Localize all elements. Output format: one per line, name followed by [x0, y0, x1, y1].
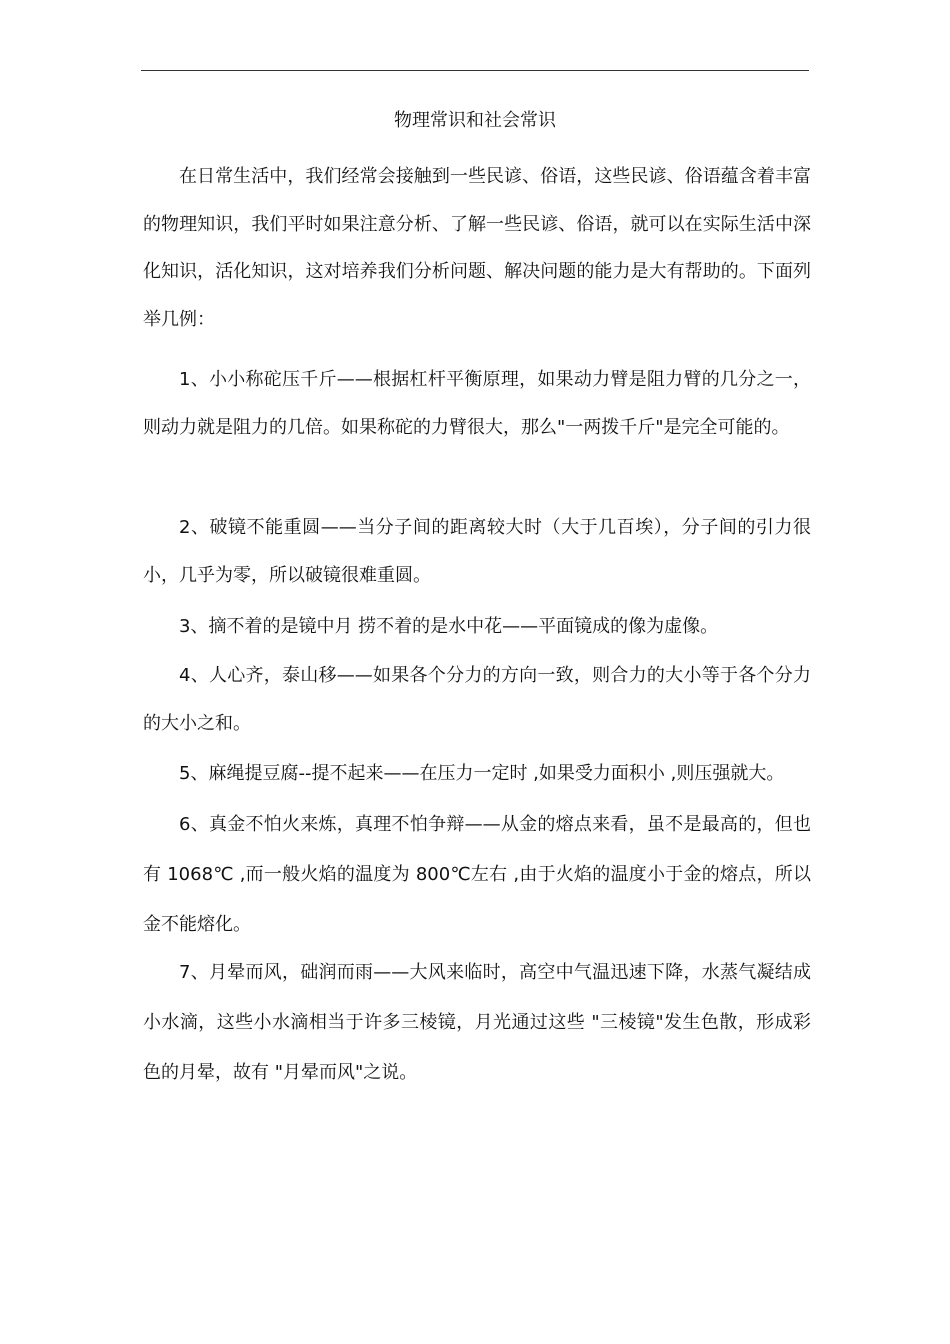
- list-item-6: 6、真金不怕火来炼，真理不怕争辩——从金的熔点来看，虽不是最高的，但也有 1068℃ ,而一般火焰的温度为 800℃左右 ,由于火焰的温度小于金的熔点，所以金不能熔化。: [143, 814, 811, 935]
- list-item-2: 2、破镜不能重圆——当分子间的距离较大时（大于几百埃），分子间的引力很小，几乎为零，所以破镜很难重圆。: [143, 517, 811, 586]
- list-item-1: 1、小小称砣压千斤——根据杠杆平衡原理，如果动力臂是阻力臂的几分之一，则动力就是阻力的几倍。如果称砣的力臂很大，那么"一两拨千斤"是完全可能的。: [143, 369, 811, 438]
- list-item-4: 4、人心齐，泰山移——如果各个分力的方向一致，则合力的大小等于各个分力的大小之和。: [143, 665, 811, 734]
- list-item-5: 5、麻绳提豆腐--提不起来——在压力一定时 ,如果受力面积小 ,则压强就大。: [179, 763, 785, 784]
- header-rule: [141, 70, 809, 71]
- document-title: 物理常识和社会常识: [394, 110, 556, 131]
- intro-paragraph: 在日常生活中，我们经常会接触到一些民谚、俗语，这些民谚、俗语蕴含着丰富的物理知识，我们平时如果注意分析、了解一些民谚、俗语，就可以在实际生活中深化知识，活化知识，这对培养我们分析问题、解决问题的能力是大有帮助的。下面列举几例：: [143, 166, 811, 331]
- list-item-7: 7、月晕而风，础润而雨——大风来临时，高空中气温迅速下降，水蒸气凝结成小水滴，这些小水滴相当于许多三棱镜，月光通过这些 "三棱镜"发生色散，形成彩色的月晕，故有 "月晕而风"之说。: [143, 962, 811, 1083]
- list-item-3: 3、摘不着的是镜中月 捞不着的是水中花——平面镜成的像为虚像。: [179, 616, 719, 637]
